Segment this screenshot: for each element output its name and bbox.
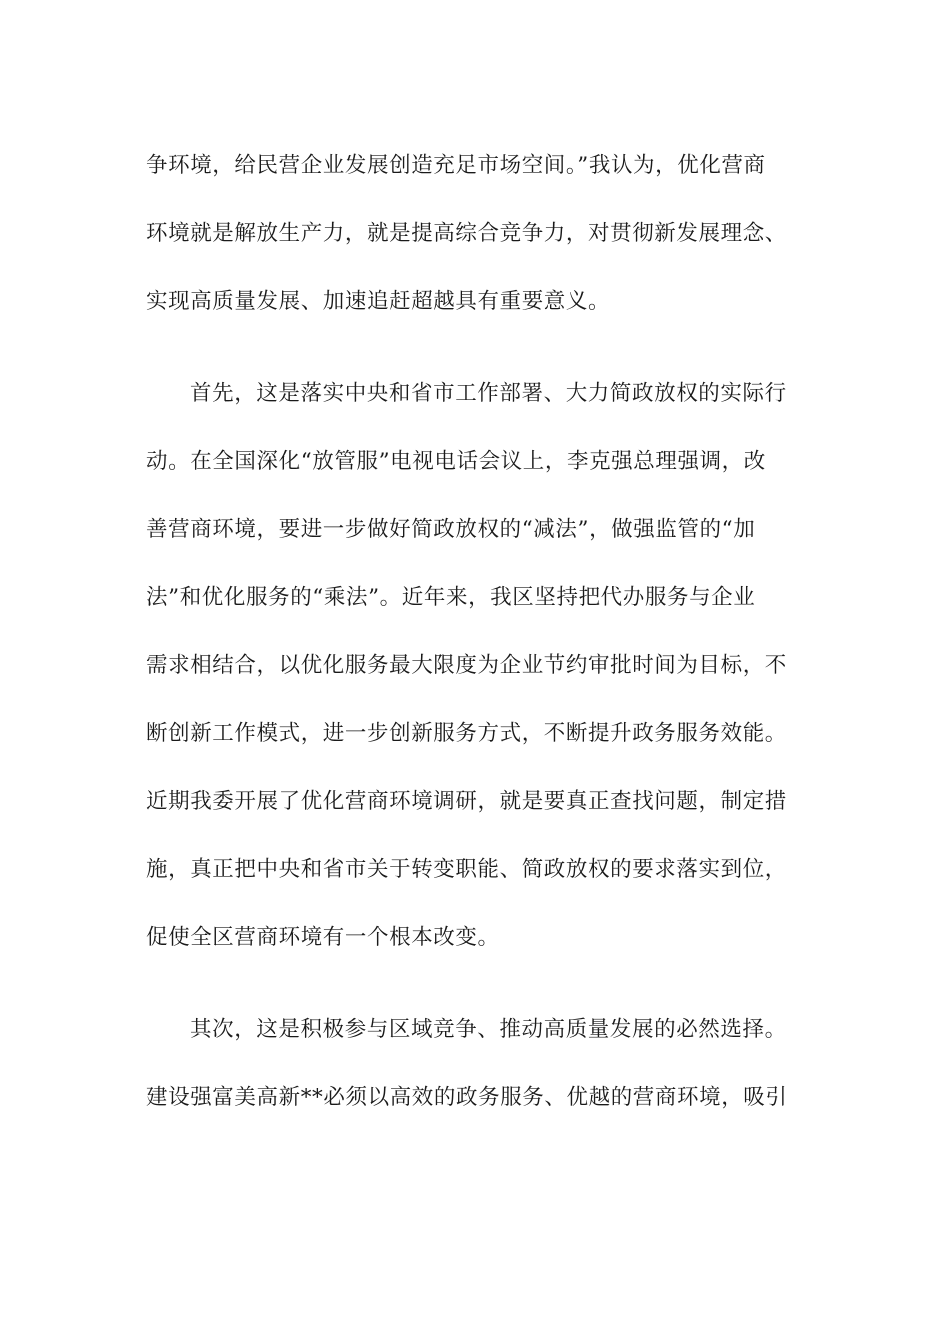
- text-line: 环境就是解放生产力，就是提高综合竞争力，对贯彻新发展理念、: [146, 221, 787, 246]
- text-line: 法”和优化服务的“乘法”。近年来，我区坚持把代办服务与企业: [146, 585, 756, 610]
- text-line: 施，真正把中央和省市关于转变职能、简政放权的要求落实到位，: [146, 857, 787, 882]
- text-line: 需求相结合，以优化服务最大限度为企业节约审批时间为目标，不: [146, 653, 787, 678]
- paragraph-spacer: [146, 972, 806, 996]
- text-line: 断创新工作模式，进一步创新服务方式，不断提升政务服务效能。: [146, 721, 787, 746]
- document-body: [146, 132, 806, 1132]
- paragraph-3: [146, 996, 806, 1132]
- text-line: 首先，这是落实中央和省市工作部署、大力简政放权的实际行: [190, 381, 787, 406]
- text-line: 其次，这是积极参与区域竞争、推动高质量发展的必然选择。: [190, 1017, 787, 1042]
- text-line: 建设强富美高新**必须以高效的政务服务、优越的营商环境，吸引: [146, 1085, 788, 1110]
- paragraph-1: [146, 132, 806, 336]
- text-line: 近期我委开展了优化营商环境调研，就是要真正查找问题，制定措: [146, 789, 787, 814]
- text-line: 善营商环境，要进一步做好简政放权的“减法”，做强监管的“加: [146, 517, 756, 542]
- paragraph-2: [146, 360, 806, 972]
- text-line: 促使全区营商环境有一个根本改变。: [146, 925, 500, 950]
- text-line: 实现高质量发展、加速追赶超越具有重要意义。: [146, 289, 611, 314]
- text-line: 动。在全国深化“放管服”电视电话会议上，李克强总理强调，改: [146, 449, 766, 474]
- text-line: 争环境，给民营企业发展创造充足市场空间。”我认为，优化营商: [146, 153, 766, 178]
- paragraph-spacer: [146, 336, 806, 360]
